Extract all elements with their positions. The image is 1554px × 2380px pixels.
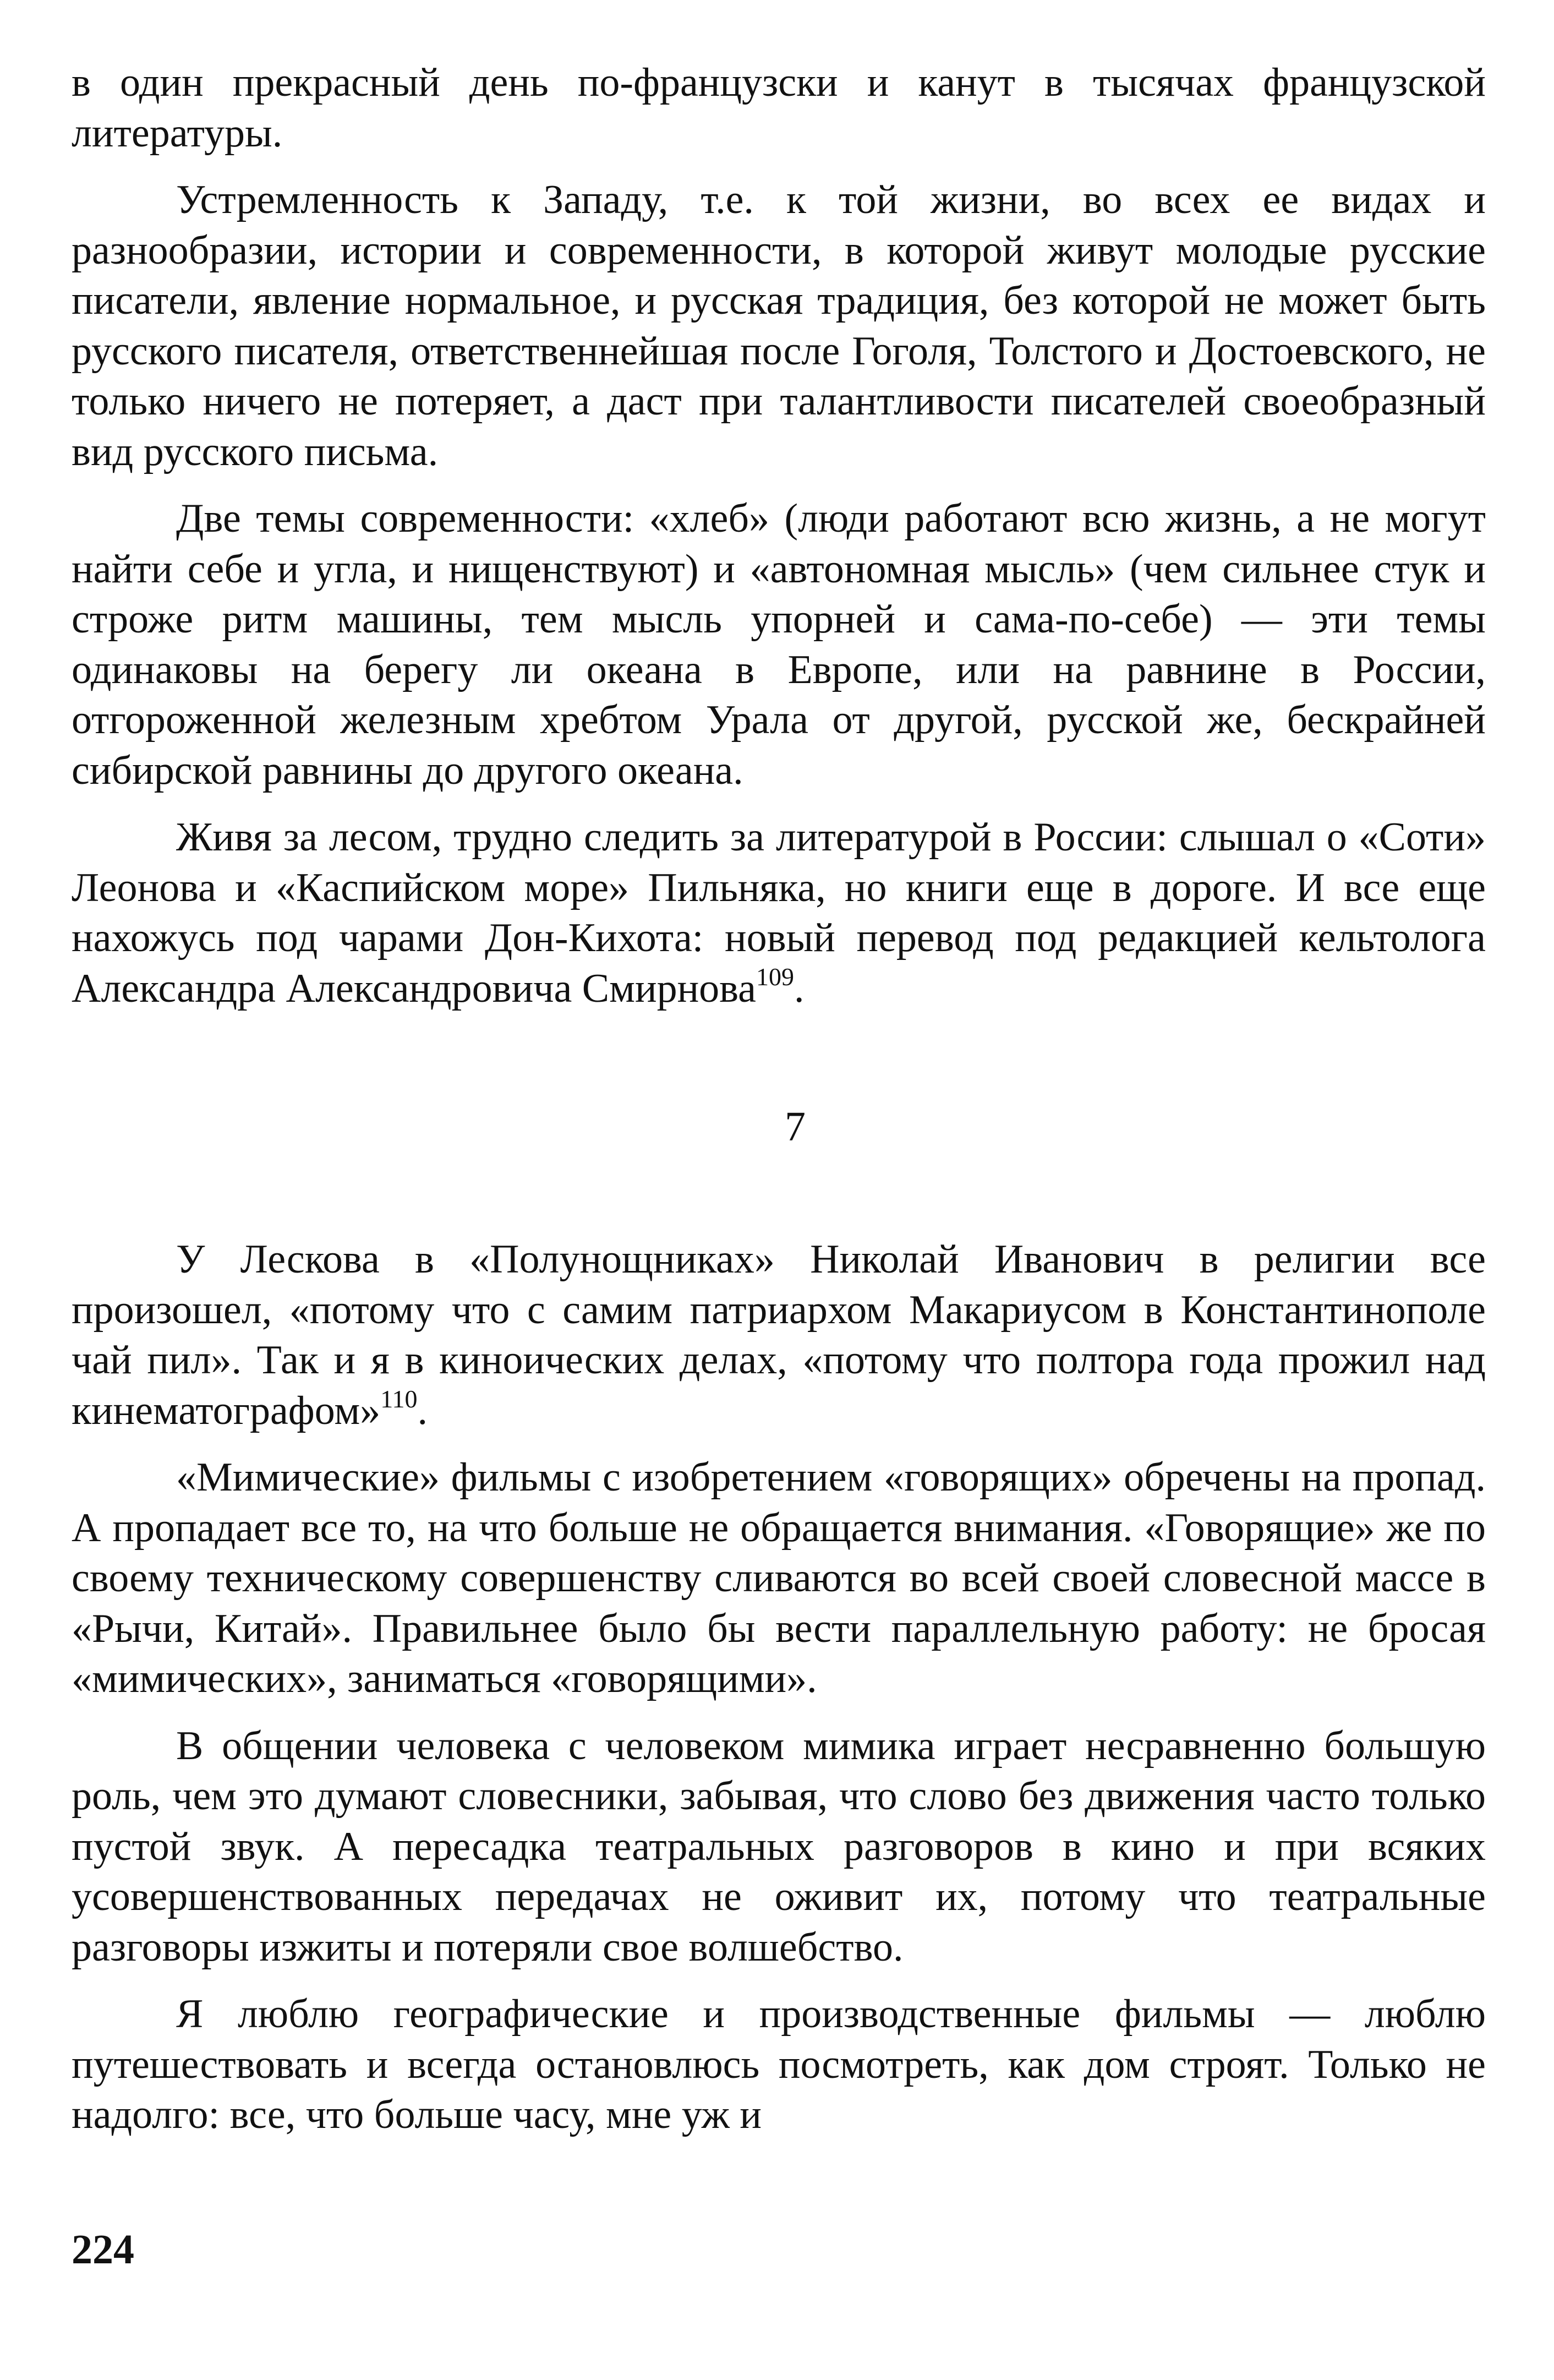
paragraph-geographic-films: Я люблю географические и производственные фильмы — люблю путешествовать и всегда остановлюсь посмотреть, как дом строят. Только не надолго: все, что больше часу, мне уж и: [72, 1991, 1486, 2137]
paragraph-two-themes: Две темы современности: «хлеб» (люди работают всю жизнь, а не могут найти себе и угла, и нищенствуют) и «автономная мысль» (чем сильнее стук и строже ритм машины, тем мысль упорней и сама-по-себе) — эти темы одинаковы на берегу ли океана в Европе, или на равнине в России, отгороженной железным хребтом Урала от другой, русской же, бескрайней сибирской равнины до другого океана.: [72, 496, 1486, 793]
paragraph-forest: [72, 812, 1486, 1014]
paragraph-continuation: в один прекрасный день по-французски и канут в тысячах французской литературы.: [72, 60, 1486, 156]
paragraph-forest-end: .: [794, 965, 805, 1011]
paragraph-forest-text: Живя за лесом, трудно следить за литературой в России: слышал о «Соти» Леонова и «Каспийском море» Пильняка, но книги еще в дороге. И все еще нахожусь под чарами Дон-Кихота: новый перевод под редакцией кельтолога Александра Александровича Смирнова: [72, 815, 1486, 1011]
paragraph-mimic-films: «Мимические» фильмы с изобретением «говорящих» обречены на пропад. А пропадает все то, на что больше не обращается внимания. «Говорящие» же по своему техническому совершенству сливаются во всей своей словесной массе в «Рычи, Китай». Правильнее было бы вести параллельную работу: не бросая «мимических», заниматься «говорящими».: [72, 1455, 1486, 1701]
paragraph-leskov-end: .: [417, 1388, 428, 1433]
text-column: [72, 58, 1486, 2141]
page-number: 224: [72, 2226, 134, 2273]
paragraph-leskov-text: У Лескова в «Полунощниках» Николай Иванович в религии все произошел, «потому что с самим патриархом Макариусом в Константинополе чай пил». Так и я в киноических делах, «потому что полтора года прожил над кинематографом»: [72, 1237, 1486, 1433]
section-number: 7: [785, 1104, 806, 1150]
paragraph-mimicry: В общении человека с человеком мимика играет несравненно большую роль, чем это думают словесники, забывая, что слово без движения часто только пустой звук. А пересадка театральных разговоров в кино и при всяких усовершенствованных передачах не оживит их, потому что театральные разговоры изжиты и потеряли свое волшебство.: [72, 1723, 1486, 1970]
footnote-ref-110: 110: [380, 1384, 418, 1413]
paragraph-west: Устремленность к Западу, т.е. к той жизни, во всех ее видах и разнообразии, истории и современности, в которой живут молодые русские писатели, явление нормальное, и русская традиция, без которой не может быть русского писателя, ответственнейшая после Гоголя, Толстого и Достоевского, не только ничего не потеряет, а даст при талантливости писателей своеобразный вид русского письма.: [72, 177, 1486, 474]
paragraph-leskov: [72, 1235, 1486, 1436]
footnote-ref-109: 109: [756, 962, 794, 991]
